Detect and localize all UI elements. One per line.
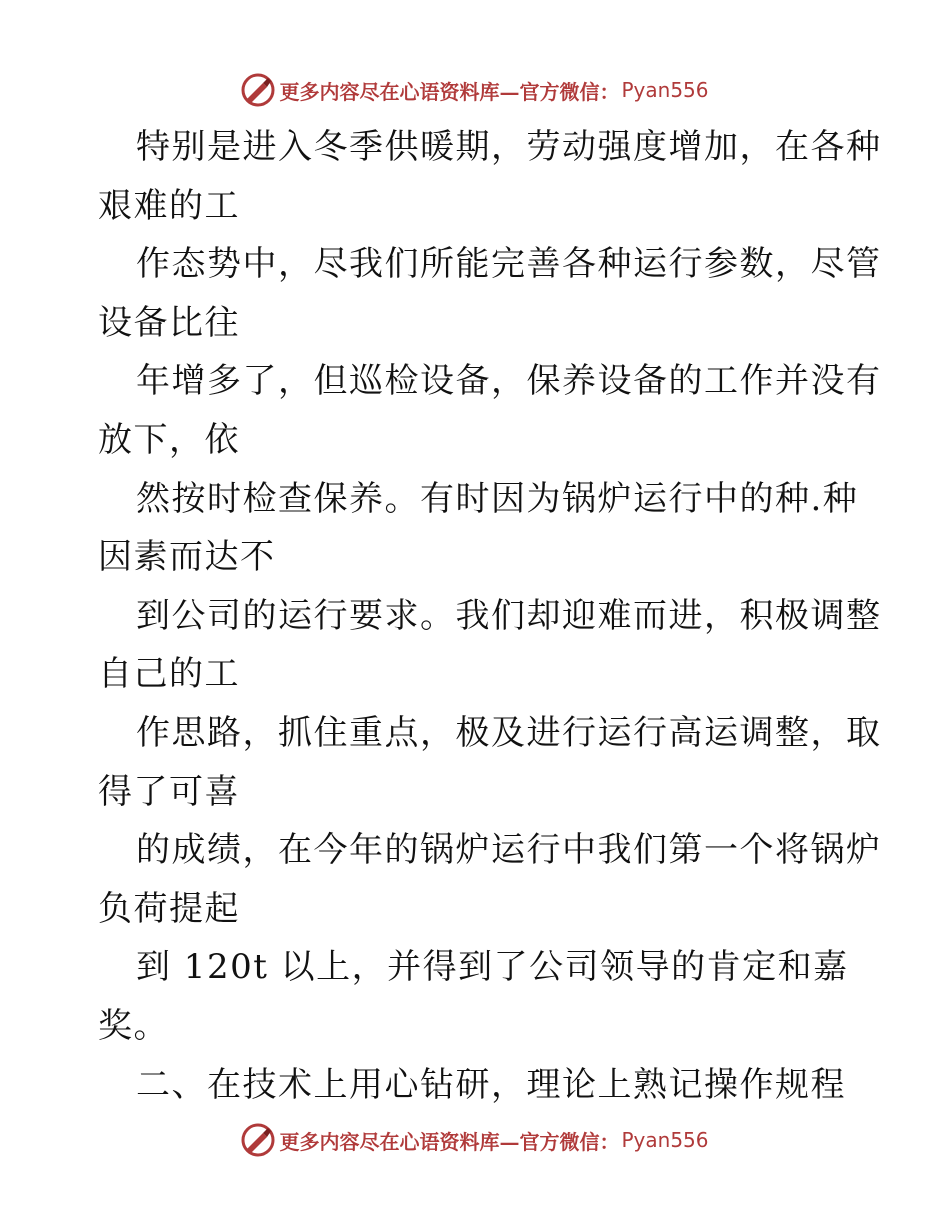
footer-banner: [0, 1120, 950, 1160]
text-line: 奖。: [98, 1005, 169, 1046]
text-line: 设备比往: [98, 302, 240, 343]
text-line: 负荷提起: [98, 888, 240, 929]
banner-text: 更多内容尽在心语资料库—官方微信：: [279, 1129, 620, 1154]
text-line: 作态势中，尽我们所能完善各种运行参数，尽管: [136, 244, 882, 285]
header-banner: [0, 70, 950, 110]
text-line: 特别是进入冬季供暖期，劳动强度增加，在各种: [136, 127, 882, 167]
text-line: 自己的工: [98, 654, 240, 695]
text-line: 年增多了，但巡检设备，保养设备的工作并没有: [136, 361, 882, 402]
banner-text: 更多内容尽在心语资料库—官方微信：: [279, 79, 620, 104]
banner-wechat-id: Pyan556: [621, 78, 709, 102]
text-line: 得了可喜: [98, 771, 240, 812]
banner-wechat-id: Pyan556: [621, 1128, 709, 1152]
text-line: 放下，依: [98, 419, 240, 460]
section-heading: 二、在技术上用心钻研，理论上熟记操作规程: [136, 1064, 846, 1105]
pen-logo-icon: [241, 1123, 275, 1157]
text-line: 因素而达不: [98, 537, 276, 578]
document-body: [98, 118, 882, 1114]
text-line: 艰难的工: [98, 185, 240, 226]
text-line: 作思路，抓住重点，极及进行运行高运调整，取: [136, 712, 882, 753]
pen-logo-icon: [241, 73, 275, 107]
text-line: 的成绩，在今年的锅炉运行中我们第一个将锅炉: [136, 830, 882, 871]
text-line: 到 120t 以上，并得到了公司领导的肯定和嘉: [136, 947, 849, 988]
text-line: 然按时检查保养。有时因为锅炉运行中的种.种: [136, 478, 859, 519]
text-line: 到公司的运行要求。我们却迎难而进，积极调整: [136, 595, 882, 636]
